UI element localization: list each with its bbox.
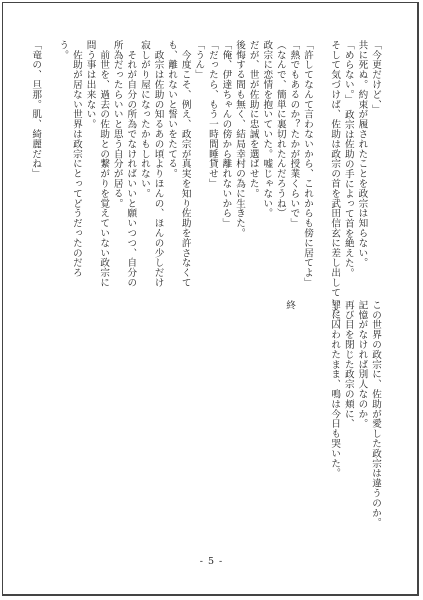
text-line: 今度こそ、例え、政宗が真実を知り佐助を許さなくても、離れないと誓いをたてる。 <box>166 40 191 288</box>
text-line: 「許してなんて言わないから、これからも傍に居てよ」 <box>302 40 314 288</box>
text-line: 前世を、過去の佐助との繋がりを覚えていない政宗に問う事は出来ない。 <box>84 40 110 288</box>
text-line: 「俺、伊達ちゃんの傍から離れないから」 <box>220 40 232 229</box>
text-line: 「だったら、もう一時間睡貸せ」 <box>206 40 218 189</box>
blank-line <box>42 40 56 288</box>
text-line: 「めらない。」 政宗は佐助の手によって首を絶えた。 <box>342 40 354 278</box>
text-line: この世界の政宗に、佐助が愛した政宗は違うのか。 <box>370 300 381 528</box>
text-line: 「竜の、旦那。肌、綺麗だね」 <box>30 40 42 179</box>
text-line: 後悔する間も無く、結局幸村の為に生きた。 <box>234 40 246 238</box>
end-mark: 終 <box>284 300 295 310</box>
blank-line <box>314 40 328 288</box>
text-line: 共に死ぬ。約束が履されたことを政宗は知らない。 <box>356 40 368 268</box>
text-line: 政宗は佐助の知るあの頃よりほんの、ほんの少しだけ寂しがり屋になったかもしれない。 <box>138 40 164 288</box>
text-line: 「熱でもあるのか？たかが授業くらいで」 <box>288 40 300 229</box>
text-line: 「うん」 <box>193 40 205 80</box>
text-line: 罪に囚われたまま、鳴は今日も哭いた。 <box>329 300 341 479</box>
main-text-block <box>30 40 382 328</box>
text-line: 佐助が居ない世界は政宗にとってどうだったのだろう。 <box>57 40 82 278</box>
text-line: それが自分の所為でなければいいと願いつつ、自分の所為だったらいいと思う自分が居る。 <box>111 40 137 288</box>
text-line: 「今更だけど、」 <box>370 40 381 115</box>
text-line: 再び目を閉じた政宗の頬に、 <box>342 300 354 429</box>
text-line: そして気づけば、佐助は政宗の首を武田信玄に差し出していた。 <box>329 40 341 328</box>
text-line: 記憶がなければ別人なのか。 <box>356 300 368 429</box>
text-line: だが、世が佐助に忠誠を選ばせた。 <box>247 40 259 199</box>
text-line: 政宗に恋情を抱いていた。嘘じゃない。 <box>261 40 273 219</box>
text-line: （なんで、簡単に裏切れたんだろうね） <box>274 40 286 219</box>
closing-text-block <box>250 300 382 528</box>
page-number: - 5 - <box>199 556 224 567</box>
